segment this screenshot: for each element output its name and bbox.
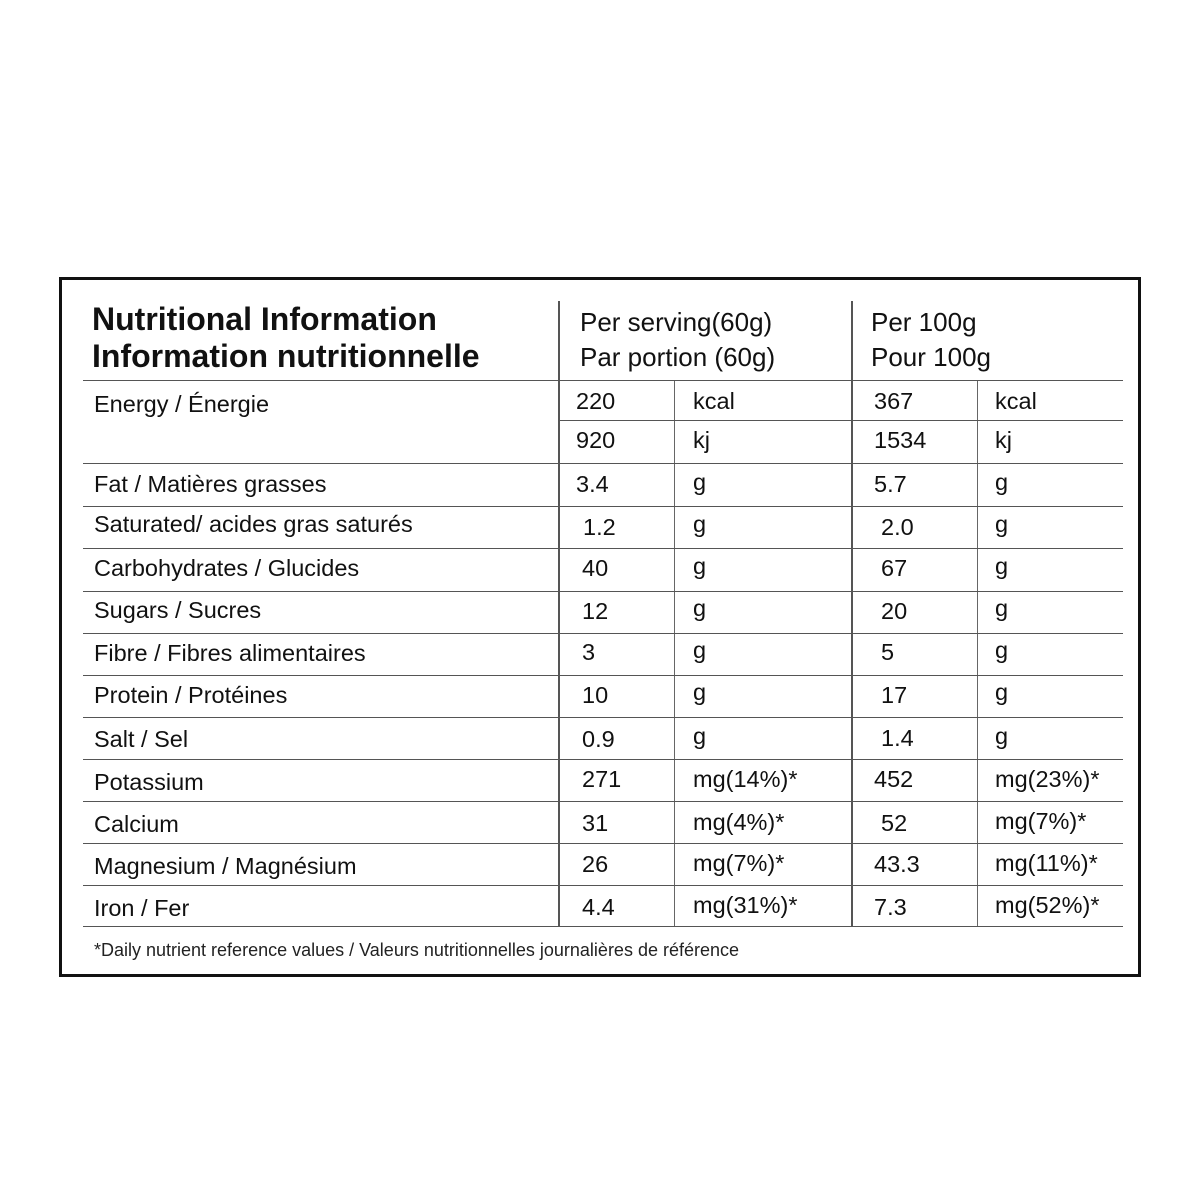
row-divider: [558, 420, 1123, 421]
row-divider: [83, 380, 1123, 381]
sugars-label: Sugars / Sucres: [94, 597, 262, 623]
salt-serving-unit: g: [693, 723, 707, 749]
carbohydrates-per100: 67: [881, 555, 908, 581]
carbohydrates-serving: 40: [582, 555, 609, 581]
per-serving-heading-en: Per serving(60g): [580, 307, 773, 337]
potassium-serving: 271: [582, 766, 622, 792]
footnote: *Daily nutrient reference values / Valeurs nutritionnelles journalières de référence: [94, 940, 740, 960]
sugars-per100: 20: [881, 598, 908, 624]
saturated-per100: 2.0: [881, 514, 914, 540]
fibre-per100: 5: [881, 639, 895, 665]
nutrition-table: [59, 277, 1141, 977]
fat-label: Fat / Matières grasses: [94, 471, 327, 497]
saturated-serving: 1.2: [583, 514, 616, 540]
carbohydrates-serving-unit: g: [693, 553, 707, 579]
fibre-serving-unit: g: [693, 637, 707, 663]
saturated-label: Saturated/ acides gras saturés: [94, 511, 413, 537]
energy-kcal-serving-unit: kcal: [693, 388, 735, 414]
calcium-per100-unit: mg(7%)*: [995, 808, 1087, 834]
fat-per100: 5.7: [874, 471, 907, 497]
protein-serving-unit: g: [693, 679, 707, 705]
energy-kcal-per100-unit: kcal: [995, 388, 1037, 414]
fat-serving-unit: g: [693, 469, 707, 495]
magnesium-serving: 26: [582, 851, 609, 877]
energy-kj-serving: 920: [576, 427, 616, 453]
row-divider: [83, 463, 1123, 464]
saturated-serving-unit: g: [693, 511, 707, 537]
carbohydrates-per100-unit: g: [995, 553, 1009, 579]
calcium-per100: 52: [881, 810, 908, 836]
row-divider: [83, 506, 1123, 507]
calcium-serving: 31: [582, 810, 609, 836]
saturated-per100-unit: g: [995, 511, 1009, 537]
salt-per100: 1.4: [881, 725, 914, 751]
fat-per100-unit: g: [995, 469, 1009, 495]
iron-label: Iron / Fer: [94, 895, 190, 921]
title-en: Nutritional Information: [92, 301, 437, 337]
salt-per100-unit: g: [995, 723, 1009, 749]
per-serving-heading-fr: Par portion (60g): [580, 342, 776, 372]
potassium-serving-unit: mg(14%)*: [693, 766, 798, 792]
sugars-serving-unit: g: [693, 595, 707, 621]
row-divider: [83, 885, 1123, 886]
magnesium-label: Magnesium / Magnésium: [94, 853, 357, 879]
fibre-serving: 3: [582, 639, 596, 665]
iron-per100: 7.3: [874, 894, 907, 920]
protein-per100-unit: g: [995, 679, 1009, 705]
protein-label: Protein / Protéines: [94, 682, 288, 708]
title-fr: Information nutritionnelle: [92, 338, 480, 374]
carbohydrates-label: Carbohydrates / Glucides: [94, 555, 360, 581]
potassium-per100: 452: [874, 766, 914, 792]
row-divider: [83, 759, 1123, 760]
fat-serving: 3.4: [576, 471, 609, 497]
potassium-per100-unit: mg(23%)*: [995, 766, 1100, 792]
magnesium-per100-unit: mg(11%)*: [995, 850, 1098, 876]
row-divider: [83, 548, 1123, 549]
energy-kcal-per100: 367: [874, 388, 914, 414]
salt-serving: 0.9: [582, 726, 615, 752]
fibre-label: Fibre / Fibres alimentaires: [94, 640, 366, 666]
row-divider: [83, 926, 1123, 927]
energy-kj-per100: 1534: [874, 427, 927, 453]
row-divider: [83, 843, 1123, 844]
energy-label: Energy / Énergie: [94, 391, 270, 417]
magnesium-serving-unit: mg(7%)*: [693, 850, 785, 876]
column-divider: [558, 301, 560, 926]
protein-serving: 10: [582, 682, 609, 708]
fibre-per100-unit: g: [995, 637, 1009, 663]
iron-serving: 4.4: [582, 894, 615, 920]
row-divider: [83, 675, 1123, 676]
magnesium-per100: 43.3: [874, 851, 920, 877]
row-divider: [83, 591, 1123, 592]
sugars-serving: 12: [582, 598, 609, 624]
row-divider: [83, 633, 1123, 634]
row-divider: [83, 801, 1123, 802]
energy-kcal-serving: 220: [576, 388, 616, 414]
per-100g-heading-en: Per 100g: [871, 307, 977, 337]
column-divider: [851, 301, 853, 926]
row-divider: [83, 717, 1123, 718]
calcium-serving-unit: mg(4%)*: [693, 809, 785, 835]
salt-label: Salt / Sel: [94, 726, 189, 752]
protein-per100: 17: [881, 682, 908, 708]
iron-serving-unit: mg(31%)*: [693, 892, 798, 918]
energy-kj-per100-unit: kj: [995, 427, 1012, 453]
iron-per100-unit: mg(52%)*: [995, 892, 1100, 918]
potassium-label: Potassium: [94, 769, 204, 795]
calcium-label: Calcium: [94, 811, 179, 837]
sugars-per100-unit: g: [995, 595, 1009, 621]
energy-kj-serving-unit: kj: [693, 427, 710, 453]
per-100g-heading-fr: Pour 100g: [871, 342, 991, 372]
